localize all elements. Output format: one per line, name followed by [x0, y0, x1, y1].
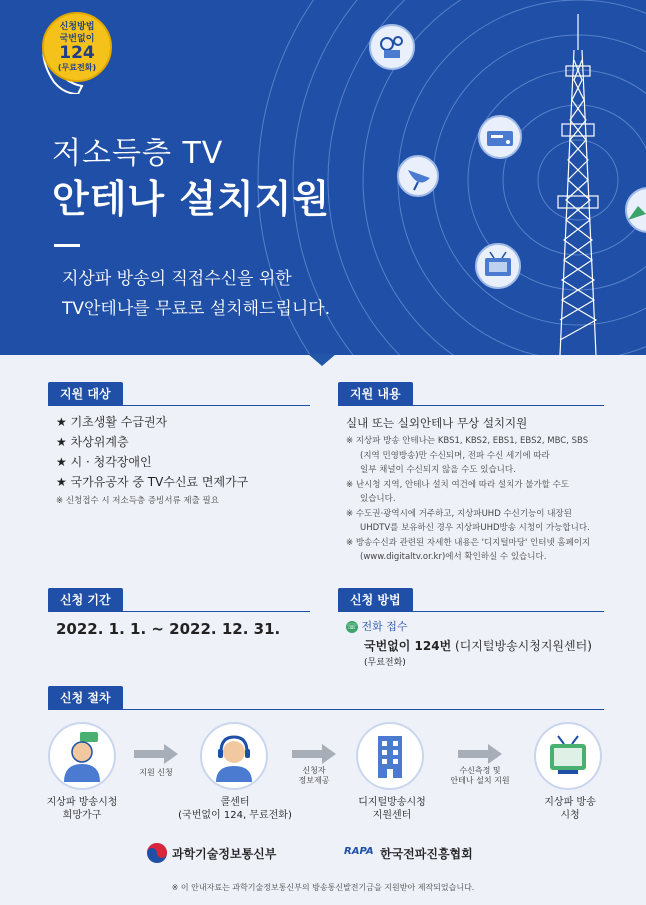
step-label-line2: 지원센터: [372, 810, 412, 821]
step-label-line2: 희망가구: [62, 810, 102, 821]
step-center-circle: [356, 722, 424, 790]
method-divider: [338, 611, 604, 612]
step-tv-label: [518, 796, 622, 822]
arrow-label-line1: 신청자: [302, 766, 326, 775]
support-note: (www.digitaltv.or.kr)에서 확인하실 수 있습니다.: [360, 552, 547, 562]
hero-title-line2: 안테나 설치지원: [52, 177, 331, 221]
phone-receipt-row: [346, 618, 616, 636]
support-note: ※ 지상파 방송 안테나는 KBS1, KBS2, EBS1, EBS2, MBC, SBS: [346, 436, 589, 446]
title-divider: [54, 244, 80, 247]
tower-icon: [558, 14, 598, 355]
period-value: 2022. 1. 1. ~ 2022. 12. 31.: [56, 620, 281, 638]
eligibility-divider: [48, 405, 310, 406]
phone-badge: [34, 8, 120, 94]
step-label-line2: 시청: [560, 810, 580, 821]
mountain-icon: [626, 188, 646, 232]
eligibility-note: ※ 신청접수 시 저소득층 증빙서류 제출 필요: [56, 496, 219, 506]
tv-icon: [476, 244, 520, 288]
support-note: ※ 방송수신과 관련된 자세한 내용은 '디지털마당' 인터넷 홈페이지: [346, 537, 591, 548]
arrow-right-icon: [458, 744, 502, 764]
rapa-name: 한국전파진흥협회: [380, 847, 473, 861]
arrow-right-icon: [134, 744, 178, 764]
hero-banner: [0, 0, 646, 355]
headset-agent-icon: [202, 724, 266, 788]
eligibility-list: [56, 412, 248, 509]
arrow-label: [440, 766, 520, 786]
step-label-line1: 지상파 방송시청: [46, 797, 118, 808]
badge-text: [42, 21, 112, 74]
arrow-label: [282, 766, 346, 786]
eligibility-label: 지원 대상: [48, 382, 123, 406]
phone-free: (무료전화): [364, 658, 406, 668]
procedure-divider: [48, 709, 604, 710]
step-label-line1: 디지털방송시청: [358, 797, 426, 808]
satellite-dish-icon: [398, 156, 438, 196]
support-label: 지원 내용: [338, 382, 413, 406]
step-label-line1: 콜센터: [220, 797, 250, 808]
phone-center: (디지털방송시청지원센터): [455, 639, 592, 653]
step-center-label: [340, 796, 444, 822]
hero-title-line1: 저소득층 TV: [52, 136, 224, 171]
step-callcenter-circle: [200, 722, 268, 790]
support-note: ※ 난시청 지역, 안테나 설치 여건에 따라 설치가 불가할 수도: [346, 479, 569, 490]
period-label: 신청 기간: [48, 588, 123, 612]
eligibility-item: ★ 시 · 청각장애인: [56, 455, 152, 469]
support-note: ※ 수도권·광역시에 거주하고, 지상파UHD 수신기능이 내장된: [346, 508, 572, 519]
hero-subtitle: [62, 264, 330, 324]
person-icon: [50, 724, 114, 788]
procedure-label: 신청 절차: [48, 686, 123, 710]
eligibility-item: ★ 국가유공자 중 TV수신료 면제가구: [56, 475, 249, 489]
support-note: 일부 채널이 수신되지 않을 수도 있습니다.: [360, 465, 516, 475]
rapa-logo: RAPA: [344, 846, 374, 857]
radio-icon: [479, 116, 521, 158]
hero-subtitle-line1: 지상파 방송의 직접수신을 위한: [62, 269, 292, 289]
building-icon: [358, 724, 422, 788]
phone-icon: ☏: [346, 622, 357, 631]
step-household-circle: [48, 722, 116, 790]
hero-subtitle-line2: TV안테나를 무료로 설치해드립니다.: [62, 299, 331, 319]
period-divider: [48, 611, 310, 612]
support-note: 있습니다.: [360, 494, 396, 504]
badge-line4: (무료전화): [57, 63, 97, 72]
step-label-line2: (국번없이 124, 무료전화): [178, 810, 292, 821]
hero-notch: [308, 354, 336, 366]
step-label-line1: 지상파 방송: [544, 797, 596, 808]
phone-number: 국번없이 124번: [364, 639, 452, 653]
arrow-label-line1: 수신측정 및: [459, 766, 501, 775]
footer-disclaimer: ※ 이 안내자료는 과학기술정보통신부의 방송통신발전기금을 지원받아 제작되었습니다.: [171, 883, 475, 892]
ministry-name: 과학기술정보통신부: [172, 847, 277, 861]
tv-icon: [536, 724, 600, 788]
support-note: UHDTV를 보유하신 경우 지상파UHD방송 시청이 가능합니다.: [360, 523, 590, 533]
arrow-label-line2: 안테나 설치 지원: [450, 776, 510, 785]
arrow-label: 지원 신청: [139, 768, 173, 777]
taegeuk-logo-icon: [146, 842, 168, 864]
support-note: (지역 민영방송)만 수신되며, 전파 수신 세기에 따라: [360, 450, 550, 461]
step-callcenter-label: [170, 796, 300, 822]
badge-line2: 국번없이: [59, 34, 95, 44]
step-tv-circle: [534, 722, 602, 790]
arrow-right-icon: [292, 744, 336, 764]
support-headline: 실내 또는 실외안테나 무상 설치지원: [346, 416, 528, 430]
step-household-label: [30, 796, 134, 822]
method-content: [346, 618, 616, 670]
eligibility-item: ★ 차상위계층: [56, 435, 129, 449]
phone-number-row: [346, 636, 616, 656]
method-label: 신청 방법: [338, 588, 413, 612]
arrow-label-line2: 정보제공: [298, 776, 330, 785]
phone-receipt-label: 전화 접수: [361, 620, 408, 633]
support-content: [346, 414, 614, 565]
film-icon: [370, 25, 414, 69]
badge-number: 124: [59, 43, 95, 63]
badge-line1: 신청방법: [59, 22, 95, 32]
eligibility-item: ★ 기초생활 수급권자: [56, 415, 168, 429]
support-divider: [338, 405, 604, 406]
